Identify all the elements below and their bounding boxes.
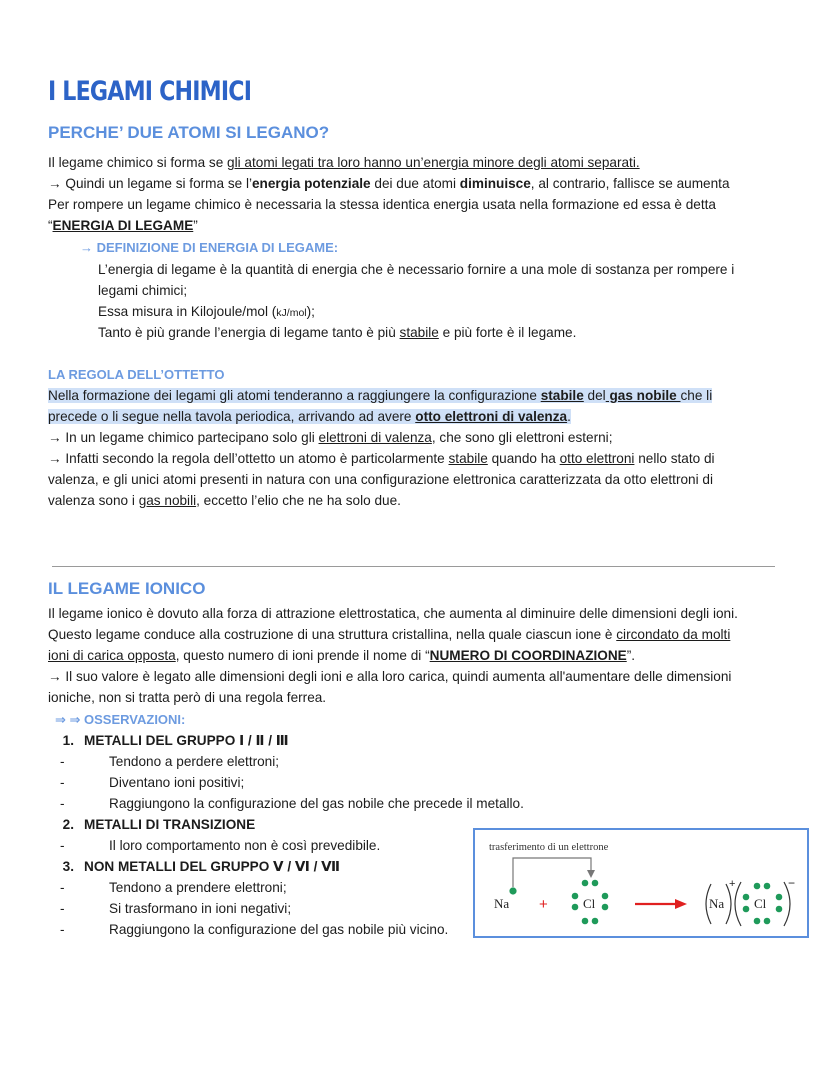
page-title: I LEGAMI CHIMICI bbox=[48, 76, 252, 107]
numbered-heading: 3. NON METALLI DEL GRUPPO Ⅴ / Ⅵ / Ⅶ bbox=[62, 859, 341, 874]
numbered-heading: 2. METALLI DI TRANSIZIONE bbox=[62, 817, 256, 832]
text-line: Il legame chimico si forma se gli atomi legati tra loro hanno un’energia minore degli atomi separati. bbox=[48, 155, 640, 170]
text-line: legami chimici; bbox=[98, 283, 188, 298]
text-line: → Il suo valore è legato alle dimensioni degli ioni e alla loro carica, quindi aumenta all'aumentare delle dimensioni bbox=[48, 669, 732, 684]
section-heading-octet: LA REGOLA DELL’OTTETTO bbox=[48, 367, 225, 382]
list-item: - Tendono a prendere elettroni; bbox=[60, 880, 287, 895]
list-item: - Si trasformano in ioni negativi; bbox=[60, 901, 292, 916]
positive-charge: + bbox=[729, 878, 736, 890]
divider bbox=[52, 566, 775, 567]
text-line: ioniche, non si tratta però di una regola ferrea. bbox=[48, 690, 327, 705]
observations-heading: ⇒ ⇒ OSSERVAZIONI: bbox=[55, 712, 186, 727]
reaction-arrowhead bbox=[675, 899, 687, 909]
cl-ion-label: Cl bbox=[754, 896, 767, 911]
transfer-path bbox=[513, 858, 591, 887]
text-line: ioni di carica opposta, questo numero di ioni prende il nome di “NUMERO DI COORDINAZIONE”. bbox=[48, 648, 636, 663]
electron-transfer-diagram bbox=[475, 830, 807, 936]
text-line: valenza sono i gas nobili, eccetto l’elio che ne ha solo due. bbox=[48, 493, 401, 508]
text-line: “ENERGIA DI LEGAME” bbox=[48, 218, 198, 233]
numbered-heading: 1. METALLI DEL GRUPPO Ⅰ / Ⅱ / Ⅲ bbox=[62, 733, 289, 748]
text-line: L’energia di legame è la quantità di energia che è necessario fornire a una mole di sostanza per rompere i bbox=[98, 262, 735, 277]
text-line: Il legame ionico è dovuto alla forza di attrazione elettrostatica, che aumenta al diminuire delle dimensioni degli ioni. bbox=[48, 606, 738, 621]
electron-transfer-figure bbox=[473, 828, 809, 938]
text-line: → In un legame chimico partecipano solo gli elettroni di valenza, che sono gli elettroni esterni; bbox=[48, 430, 613, 445]
text-line: Questo legame conduce alla costruzione di una struttura cristallina, nella quale ciascun ione è circondato da molti bbox=[48, 627, 731, 642]
negative-charge: − bbox=[788, 876, 796, 890]
list-item: - Diventano ioni positivi; bbox=[60, 775, 245, 790]
section-heading-why: PERCHE’ DUE ATOMI SI LEGANO? bbox=[48, 123, 330, 142]
text-line: → Infatti secondo la regola dell’ottetto un atomo è particolarmente stabile quando ha otto elettroni nello stato di bbox=[48, 451, 715, 466]
section-heading-ionic: IL LEGAME IONICO bbox=[48, 579, 206, 598]
list-item: - Raggiungono la configurazione del gas nobile più vicino. bbox=[60, 922, 449, 937]
na-ion-label: Na bbox=[709, 896, 725, 911]
text-line: Tanto è più grande l’energia di legame tanto è più stabile e più forte è il legame. bbox=[98, 325, 577, 340]
text-line: → Quindi un legame si forma se l’energia potenziale dei due atomi diminuisce, al contrario, fallisce se aumenta bbox=[48, 176, 730, 191]
list-item: - Il loro comportamento non è così prevedibile. bbox=[60, 838, 381, 853]
list-item: - Raggiungono la configurazione del gas nobile che precede il metallo. bbox=[60, 796, 524, 811]
list-item: - Tendono a perdere elettroni; bbox=[60, 754, 280, 769]
figure-caption: trasferimento di un elettrone bbox=[489, 842, 609, 853]
plus-sign: + bbox=[539, 896, 548, 913]
text-line: Per rompere un legame chimico è necessaria la stessa identica energia usata nella formazione ed essa è detta bbox=[48, 197, 716, 212]
transfer-arrowhead bbox=[587, 870, 595, 878]
text-line: Essa misura in Kilojoule/mol (kJ/mol); bbox=[98, 304, 315, 319]
text-line: valenza, e gli unici atomi presenti in natura con una configurazione elettronica caratterizzata da otto elettroni di bbox=[48, 472, 713, 487]
na-label: Na bbox=[494, 896, 510, 911]
highlighted-line: Nella formazione dei legami gli atomi tenderanno a raggiungere la configurazione stabile del gas nobile che li bbox=[48, 388, 713, 403]
highlighted-line: precede o li segue nella tavola periodica, arrivando ad avere otto elettroni di valenza. bbox=[48, 409, 571, 424]
cl-label: Cl bbox=[583, 896, 596, 911]
definition-heading: → DEFINIZIONE DI ENERGIA DI LEGAME: bbox=[80, 240, 339, 255]
na-electron bbox=[509, 887, 516, 894]
